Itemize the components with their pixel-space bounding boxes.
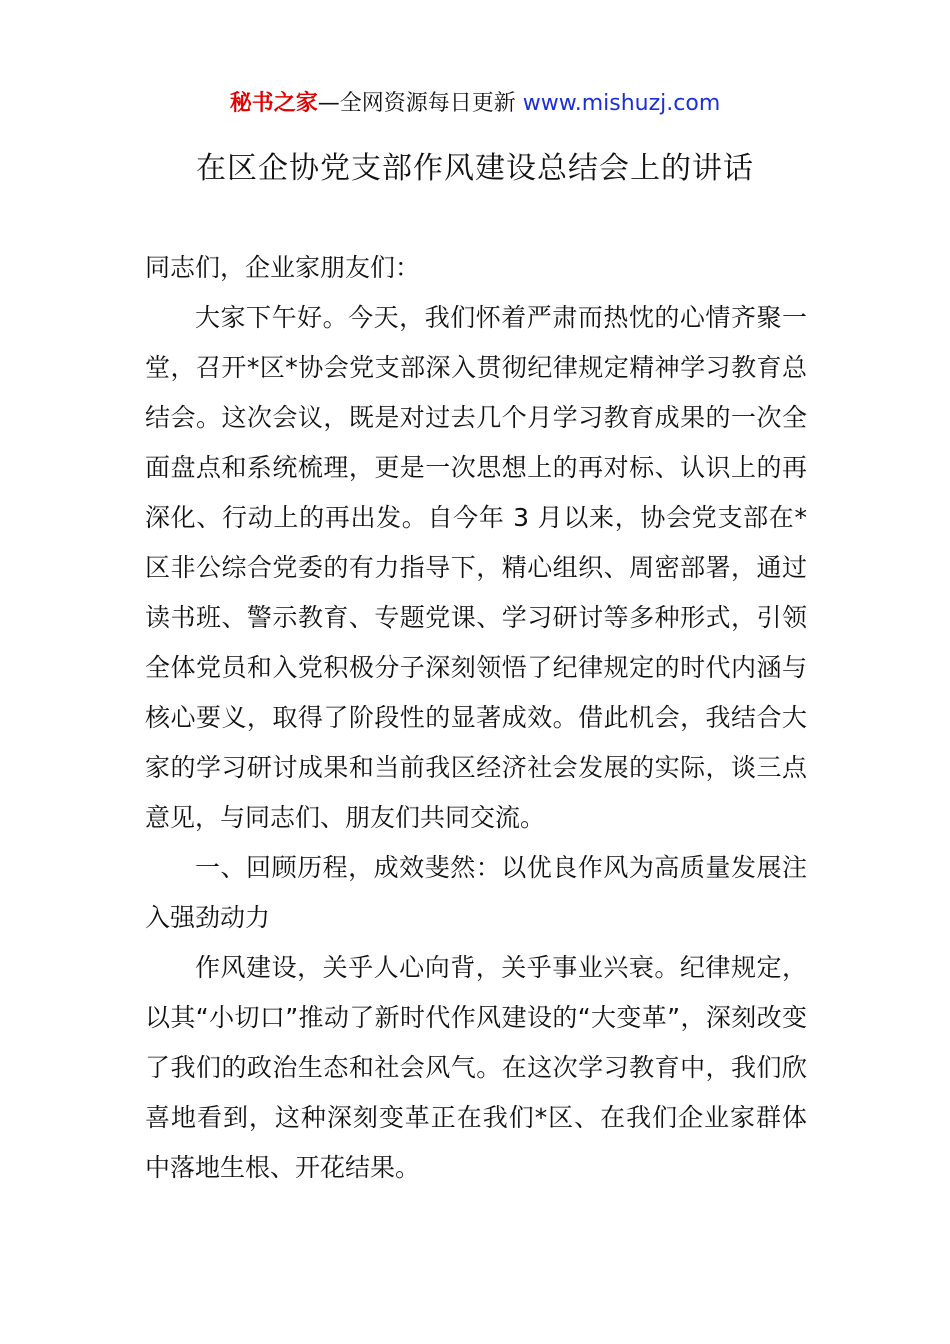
section-1-paragraph: 作风建设，关乎人心向背，关乎事业兴衰。纪律规定，以其“小切口”推动了新时代作风建设的“大变革”，深刻改变了我们的政治生态和社会风气。在这次学习教育中，我们欣喜地看到，这种深刻变革正在我们*区、在我们企业家群体中落地生根、开花结果。 — [145, 953, 807, 1182]
document-body — [145, 243, 807, 1193]
section-heading-1: 一、回顾历程，成效斐然：以优良作风为高质量发展注入强劲动力 — [145, 853, 807, 932]
salutation: 同志们，企业家朋友们： — [145, 253, 421, 282]
site-header — [0, 86, 950, 122]
document-title: 在区企协党支部作风建设总结会上的讲话 — [196, 151, 754, 186]
site-brand: 秘书之家 — [229, 91, 318, 116]
site-url-link[interactable]: www.mishuzj.com — [522, 91, 721, 116]
opening-paragraph: 大家下午好。今天，我们怀着严肃而热忱的心情齐聚一堂，召开*区*协会党支部深入贯彻纪律规定精神学习教育总结会。这次会议，既是对过去几个月学习教育成果的一次全面盘点和系统梳理，更是一次思想上的再对标、认识上的再深化、行动上的再出发。自今年 3 月以来，协会党支部在*区非公综合党委的有力指导下，精心组织、周密部署，通过读书班、警示教育、专题党课、学习研讨等多种形式，引领全体党员和入党积极分子深刻领悟了纪律规定的时代内涵与核心要义，取得了阶段性的显著成效。借此机会，我结合大家的学习研讨成果和当前我区经济社会发展的实际，谈三点意见，与同志们、朋友们共同交流。 — [145, 303, 807, 832]
site-tagline: —全网资源每日更新 — [317, 91, 523, 116]
